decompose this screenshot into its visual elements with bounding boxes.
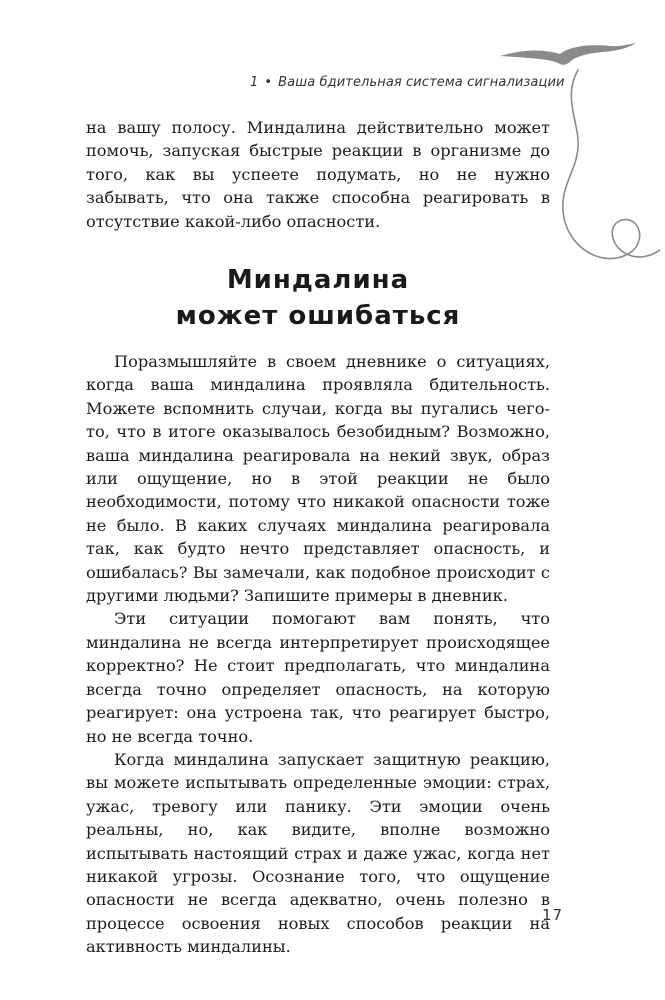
- section-body: [86, 350, 550, 959]
- intro-paragraph: на вашу полосу. Миндалина действительно может помочь, запуская быстрые реакции в организме до того, как вы успеете подумать, но не нужно забывать, что она также способна реагировать в отсутствие какой-либо опасности.: [86, 118, 550, 231]
- chapter-number: 1: [250, 75, 259, 90]
- page-number: 17: [542, 906, 564, 924]
- swirl-line-icon: [540, 68, 660, 288]
- intro-text: [86, 116, 550, 233]
- chapter-title: Ваша бдительная система сигнализации: [278, 75, 565, 90]
- running-header: [250, 75, 570, 90]
- section-heading-line-1: Миндалина: [226, 265, 410, 295]
- body-paragraph-3: Когда миндалина запускает защитную реакцию, вы можете испытывать определенные эмоции: страх, ужас, тревогу или панику. Эти эмоции очень реальны, но, как видите, вполне возможно испытывать настоящий страх и даже ужас, когда нет никакой угрозы. Осознание того, что ощущение опасности не всегда адекватно, очень полезно в процессе освоения новых способов реакции на активность миндалины.: [86, 749, 550, 957]
- body-paragraph-2: Эти ситуации помогают вам понять, что миндалина не всегда интерпретирует происходящее корректно? Не стоит предполагать, что миндалина всегда точно определяет опасность, на которую реагирует: она устроена так, что реагирует быстро, но не всегда точно.: [86, 609, 550, 746]
- header-separator: •: [264, 75, 273, 90]
- section-heading-line-2: может ошибаться: [175, 301, 461, 331]
- section-heading: [86, 262, 550, 334]
- body-paragraph-1: Поразмышляйте в своем дневнике о ситуациях, когда ваша миндалина проявляла бдительность. Можете вспомнить случаи, когда вы пугались чего-то, что в итоге оказывалось безобидным? Возможно, ваша миндалина реагировала на некий звук, образ или ощущение, но в этой реакции не было необходимости, потому что никакой опасности тоже не было. В каких случаях миндалина реагировала так, как будто нечто представляет опасность, и ошибалась? Вы замечали, как подобное происходит с другими людьми? Запишите примеры в дневник.: [86, 352, 550, 606]
